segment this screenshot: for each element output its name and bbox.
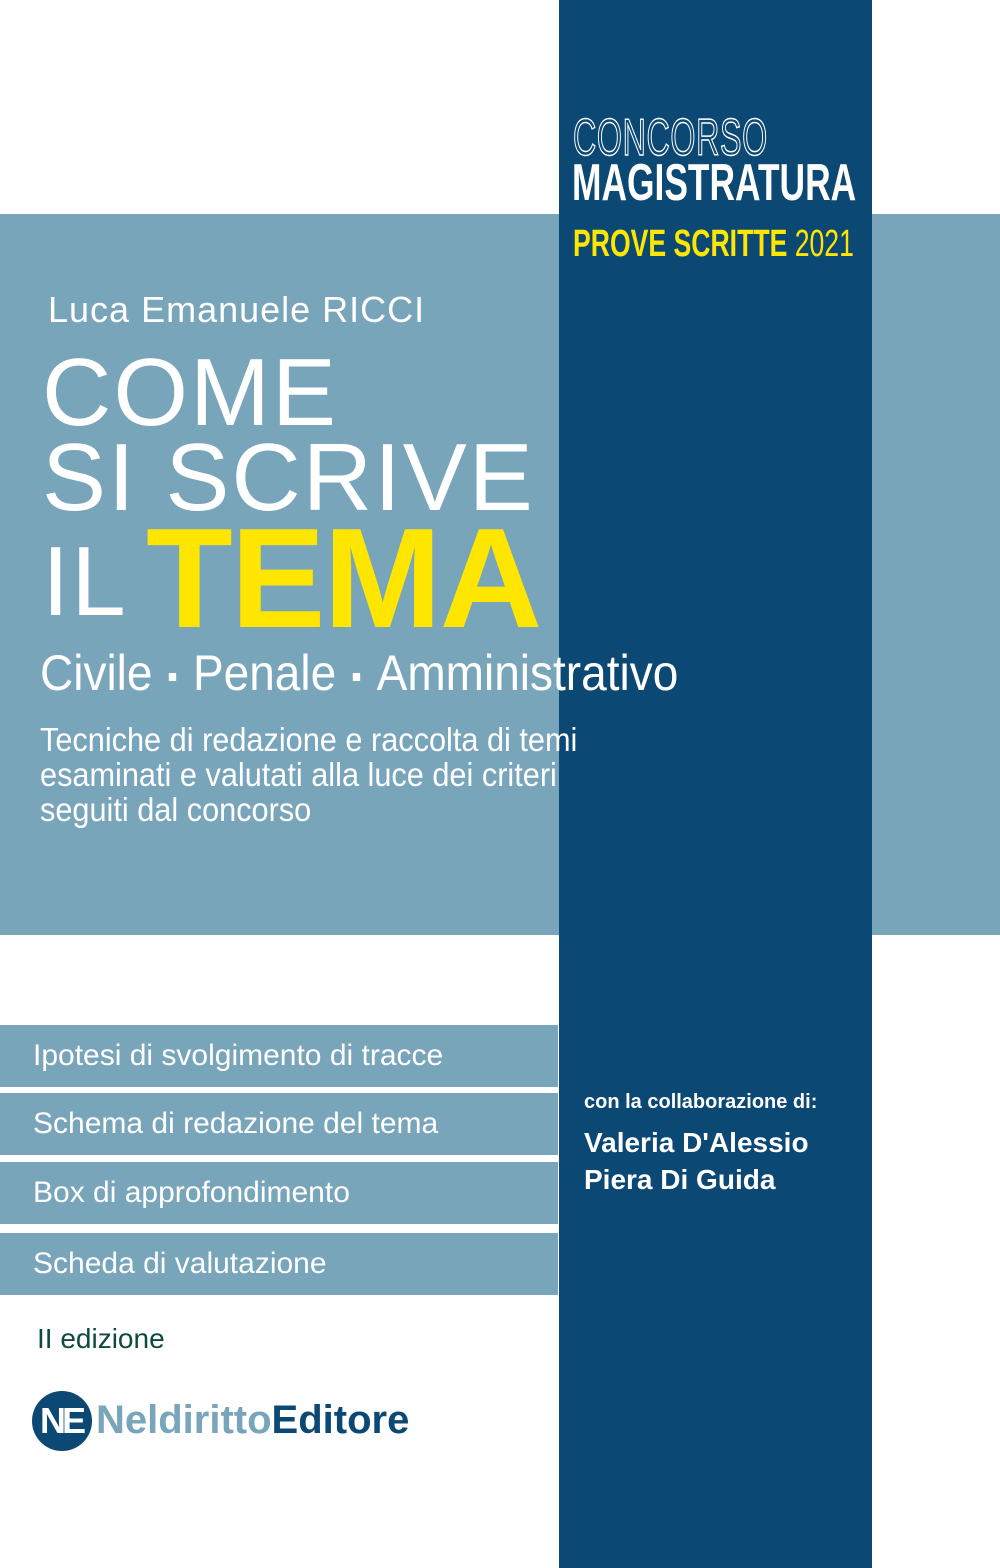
collaborator-names [584,1124,809,1198]
bullet-square-icon [169,673,176,681]
feature-label: Box di approfondimento [33,1176,350,1209]
subject-civile: Civile [40,645,153,701]
collaborator-name: Piera Di Guida [584,1164,776,1195]
edition-label: II edizione [37,1323,165,1354]
title-highlight: TEMA [146,499,541,658]
publisher-name [96,1396,409,1444]
title-line-2: SI SCRIVE [42,424,535,531]
feature-label: Ipotesi di svolgimento di tracce [33,1039,444,1072]
publisher-name-part2: Editore [271,1398,410,1442]
publisher-name-part1: Neldiritto [96,1398,272,1442]
series-prove-scritte: PROVE SCRITTE [573,223,788,265]
feature-stripe [0,1162,558,1224]
series-year: 2021 [794,223,854,265]
series-magistratura: MAGISTRATURA [572,154,857,212]
subjects-line [40,645,678,701]
description [40,722,577,827]
feature-stripe [0,1025,558,1087]
bullet-square-icon [353,673,360,681]
publisher-logo-icon [32,1391,92,1451]
title-line-3-prefix: IL [42,526,128,636]
subject-amministrativo: Amministrativo [376,645,679,701]
collaboration-label: con la collaborazione di: [584,1091,818,1113]
series-concorso: CONCORSO [573,109,768,167]
feature-label: Scheda di valutazione [33,1247,327,1280]
subject-penale: Penale [192,645,337,701]
author-name: Luca Emanuele RICCI [48,289,426,330]
series-subtitle [573,224,854,264]
description-line-1: Tecniche di redazione e raccolta di temi [40,721,578,758]
feature-stripe [0,1093,558,1155]
description-line-3: seguiti dal concorso [40,791,312,828]
collaborator-name: Valeria D'Alessio [584,1127,809,1158]
feature-stripe [0,1233,558,1295]
logo-letters: NE [40,1400,83,1441]
description-line-2: esaminati e valutati alla luce dei criteri [40,756,557,793]
title-line-1: COME [42,339,338,446]
feature-label: Schema di redazione del tema [33,1107,439,1140]
